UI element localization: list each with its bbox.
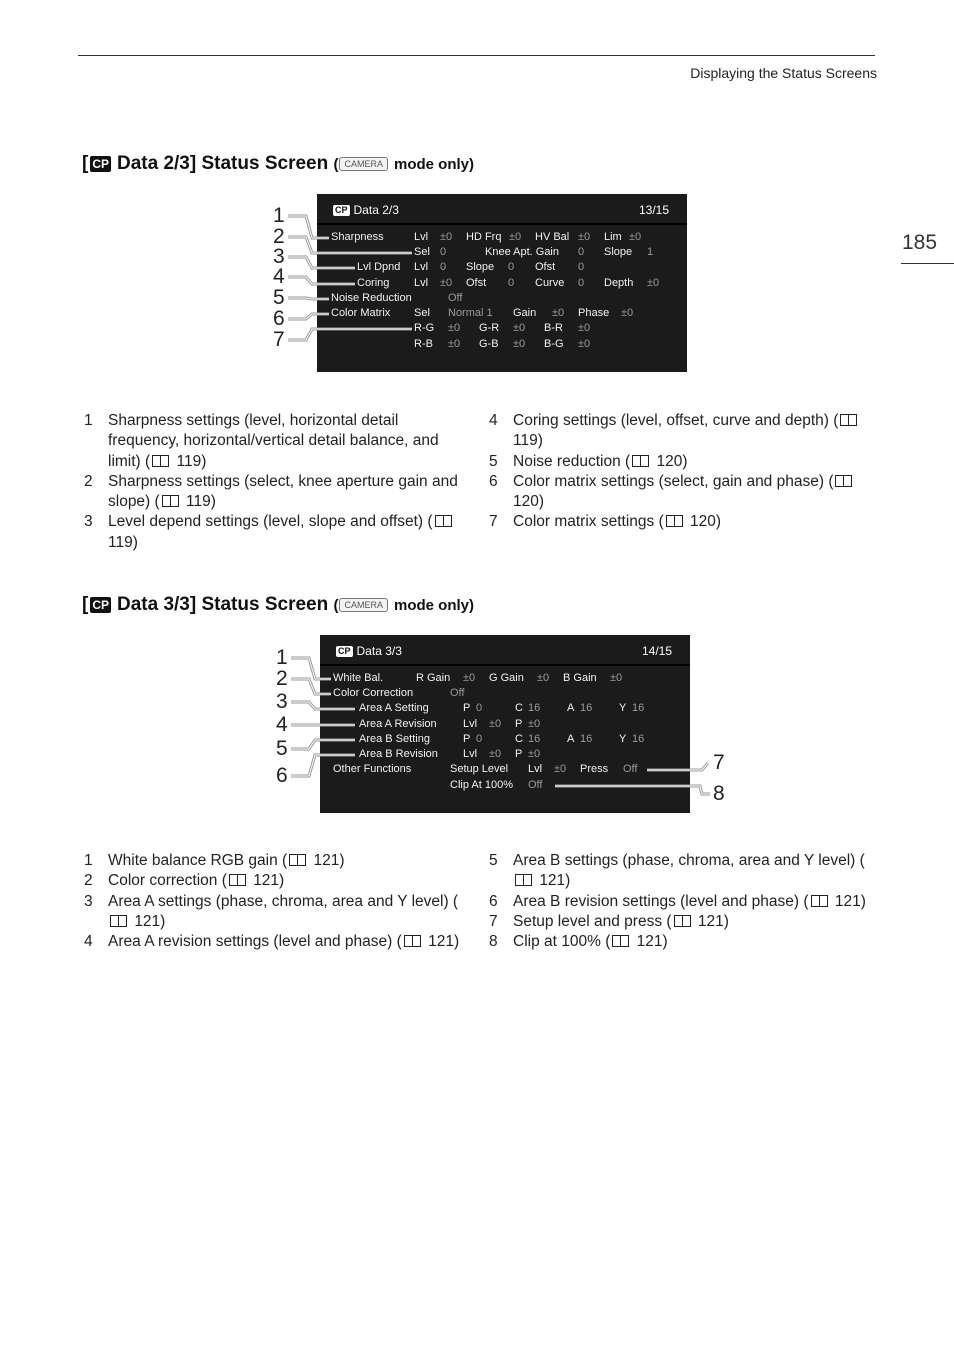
legend-description: Color correction ( [108, 872, 227, 890]
page-reference: 119) [186, 493, 216, 511]
custom-picture-icon: CP [335, 204, 348, 215]
book-reference-icon [666, 515, 683, 527]
legend-text [108, 472, 469, 513]
legend-description: Area A settings (phase, chroma, area and Y level) ( [108, 892, 459, 910]
setting-label: C [515, 733, 523, 745]
setting-label: Phase [578, 307, 610, 319]
page-reference: 121) [134, 912, 166, 930]
camera-mode-icon: CAMERA [339, 598, 388, 612]
callout-number: 2 [276, 667, 288, 690]
callout-number: 3 [276, 690, 288, 713]
legend-text [513, 912, 729, 932]
setting-label: R-B [414, 338, 433, 350]
setting-label: Color Correction [333, 687, 414, 699]
legend-number: 3 [84, 513, 93, 531]
screen-title-text: Data 3/3 [356, 644, 402, 658]
setting-label: A [567, 733, 575, 745]
bracket: [ [82, 594, 89, 615]
legend-text [108, 411, 469, 472]
setting-value: ±0 [513, 322, 526, 334]
setting-value: ±0 [513, 338, 526, 350]
setting-label: Coring [357, 277, 390, 289]
setting-label: B-R [544, 322, 563, 334]
legend-item [84, 871, 469, 891]
setting-value: Off [450, 687, 465, 699]
setting-label: Lvl [463, 718, 478, 730]
setting-value: 0 [508, 277, 515, 289]
legend-text [513, 892, 866, 912]
setting-value: ±0 [489, 718, 502, 730]
legend-right-1 [489, 411, 869, 533]
setting-value: ±0 [537, 672, 550, 684]
book-reference-icon [515, 874, 532, 886]
setting-value: Off [528, 779, 543, 791]
legend-description: Color matrix settings ( [513, 513, 664, 531]
setting-value: ±0 [629, 231, 642, 243]
legend-item [489, 851, 874, 892]
page-reference: 120) [690, 513, 722, 531]
setting-label: P [463, 733, 471, 745]
book-reference-icon [152, 455, 169, 467]
book-reference-icon [289, 854, 306, 866]
setting-label: Color Matrix [331, 307, 391, 319]
setting-value: 16 [580, 733, 593, 745]
paren: ( [333, 155, 339, 173]
legend-item [489, 912, 874, 932]
legend-number: 7 [489, 912, 498, 930]
legend-number: 1 [84, 412, 93, 429]
callout-number: 2 [273, 225, 285, 248]
setting-value: ±0 [552, 307, 565, 319]
legend-item [489, 512, 869, 532]
setting-value: 0 [508, 261, 515, 273]
page-reference: 121) [313, 852, 345, 869]
legend-description: White balance RGB gain ( [108, 852, 288, 869]
legend-text [108, 512, 469, 553]
legend-description: Color matrix settings (select, gain and phase) ( [513, 472, 834, 490]
legend-text [108, 871, 284, 891]
setting-label: G Gain [489, 672, 524, 684]
page-reference: 121) [834, 892, 866, 910]
setting-label: G-R [479, 322, 500, 334]
setting-label: B-G [544, 338, 564, 350]
mode-text: mode only) [394, 155, 475, 173]
page-reference: 121) [428, 933, 460, 951]
legend-text [108, 892, 469, 933]
setting-label: Lvl [463, 748, 478, 760]
status-screen-data-2-3 [317, 194, 687, 372]
setting-value: 0 [578, 246, 585, 258]
setting-value: 0 [578, 277, 585, 289]
book-reference-icon [835, 475, 852, 487]
setting-label: Area B Setting [359, 733, 430, 745]
page-reference: 121) [539, 872, 571, 890]
custom-picture-icon: CP [92, 157, 109, 171]
setting-value: ±0 [440, 231, 453, 243]
page-reference: 120) [513, 493, 545, 511]
setting-value: ±0 [463, 672, 476, 684]
setting-label: Clip At 100% [450, 779, 513, 791]
callout-number: 7 [273, 328, 285, 351]
setting-label: Sel [414, 307, 430, 319]
setting-label: HV Bal [535, 231, 570, 243]
screen-header [320, 635, 690, 666]
setting-value: 0 [476, 702, 483, 714]
legend-description: Coring settings (level, offset, curve and depth) ( [513, 412, 839, 429]
header-rule [78, 55, 875, 56]
legend-description: Area B revision settings (level and phase) ( [513, 892, 809, 910]
setting-value: ±0 [610, 672, 623, 684]
legend-left-2 [84, 851, 469, 952]
page-reference: 121) [697, 912, 729, 930]
legend-text [513, 411, 869, 452]
legend-item [84, 411, 469, 472]
callout-number: 6 [273, 307, 285, 330]
paren: ( [333, 596, 339, 614]
bracket: [ [82, 153, 89, 174]
setting-label: White Bal. [333, 672, 384, 684]
setting-label: P [515, 718, 523, 730]
screen-header [317, 194, 687, 225]
heading-text: Data 3/3] Status Screen [117, 594, 329, 615]
legend-item [84, 932, 469, 952]
legend-item [489, 932, 874, 952]
setting-value: ±0 [509, 231, 522, 243]
camera-mode-icon: CAMERA [339, 157, 388, 171]
legend-item [84, 512, 469, 553]
setting-value: Off [448, 292, 463, 304]
page-number-rule [901, 263, 954, 264]
legend-number: 4 [489, 412, 498, 429]
legend-description: Setup level and press ( [513, 912, 672, 930]
heading-text: Data 2/3] Status Screen [117, 153, 329, 174]
book-reference-icon [840, 414, 857, 426]
legend-text [513, 472, 869, 513]
setting-label: Ofst [466, 277, 487, 289]
book-reference-icon [110, 915, 127, 927]
setting-value: 16 [632, 702, 645, 714]
legend-number: 5 [489, 452, 498, 470]
setting-value: 0 [578, 261, 585, 273]
setting-label: Ofst [535, 261, 556, 273]
setting-label: Press [580, 763, 609, 775]
custom-picture-icon: CP [92, 598, 109, 612]
legend-description: Level depend settings (level, slope and offset) ( [108, 513, 433, 531]
callout-number: 6 [276, 764, 288, 787]
book-reference-icon [674, 915, 691, 927]
setting-label: Sharpness [331, 231, 384, 243]
legend-item [84, 892, 469, 933]
setting-value: ±0 [528, 748, 541, 760]
mode-text: mode only) [394, 596, 475, 614]
setting-label: G-B [479, 338, 499, 350]
section-heading-data-3-3 [82, 594, 474, 616]
setting-label: Lvl [528, 763, 543, 775]
legend-item [489, 452, 869, 472]
page-reference: 120) [656, 452, 688, 470]
screen-page-indicator: 13/15 [638, 203, 669, 217]
book-reference-icon [404, 935, 421, 947]
setting-value: 0 [440, 261, 447, 273]
callout-number: 5 [273, 286, 285, 309]
setting-value: ±0 [578, 231, 591, 243]
legend-text [513, 932, 668, 952]
legend-text [513, 851, 874, 892]
setting-label: Setup Level [450, 763, 509, 775]
callout-number: 1 [276, 646, 288, 669]
legend-text [108, 932, 459, 952]
setting-label: P [463, 702, 471, 714]
setting-label: Knee Apt. Gain [485, 246, 559, 258]
setting-value: ±0 [621, 307, 634, 319]
legend-description: Noise reduction ( [513, 452, 631, 470]
setting-value: ±0 [448, 338, 461, 350]
legend-item [489, 892, 874, 912]
setting-value: ±0 [440, 277, 453, 289]
book-reference-icon [229, 874, 246, 886]
setting-label: Area A Revision [359, 718, 437, 730]
legend-description: Area A revision settings (level and phase) ( [108, 933, 402, 951]
legend-right-2 [489, 851, 874, 952]
book-reference-icon [632, 455, 649, 467]
setting-value: Normal 1 [448, 307, 493, 319]
status-screen-data-3-3 [320, 635, 690, 813]
legend-description: Sharpness settings (level, horizontal detail frequency, horizontal/vertical detail balance, and limit) ( [108, 412, 439, 470]
setting-label: Y [619, 733, 627, 745]
book-reference-icon [162, 495, 179, 507]
setting-value: Off [623, 763, 638, 775]
setting-value: 16 [528, 702, 541, 714]
setting-value: ±0 [528, 718, 541, 730]
setting-label: Area A Setting [359, 702, 429, 714]
page-reference: 121) [636, 933, 668, 951]
setting-label: Sel [414, 246, 430, 258]
setting-label: Depth [604, 277, 634, 289]
setting-label: Gain [513, 307, 537, 319]
legend-number: 2 [84, 872, 93, 890]
setting-label: Lvl [414, 231, 429, 243]
setting-label: Lvl [414, 277, 429, 289]
legend-number: 5 [489, 852, 498, 869]
legend-item [84, 472, 469, 513]
setting-label: C [515, 702, 523, 714]
setting-value: 16 [632, 733, 645, 745]
setting-label: Lvl [414, 261, 429, 273]
legend-number: 6 [489, 472, 498, 490]
setting-label: B Gain [563, 672, 597, 684]
setting-label: R Gain [416, 672, 451, 684]
setting-value: 16 [580, 702, 593, 714]
callout-number: 4 [273, 265, 285, 288]
setting-value: 0 [440, 246, 447, 258]
callout-number: 5 [276, 737, 288, 760]
legend-number: 8 [489, 933, 498, 951]
callout-number: 4 [276, 713, 288, 736]
page-reference: 119) [108, 533, 138, 551]
legend-number: 2 [84, 472, 93, 490]
screen-title [336, 644, 402, 658]
screen-title-text: Data 2/3 [353, 203, 399, 217]
legend-text [108, 851, 345, 871]
setting-label: Noise Reduction [331, 292, 412, 304]
book-reference-icon [811, 895, 828, 907]
legend-text [513, 452, 688, 472]
setting-label: P [515, 748, 523, 760]
setting-value: ±0 [448, 322, 461, 334]
legend-item [489, 411, 869, 452]
legend-number: 1 [84, 852, 93, 869]
book-reference-icon [612, 935, 629, 947]
callout-number: 1 [273, 204, 285, 227]
screen-title [333, 203, 399, 217]
setting-label: Slope [604, 246, 633, 258]
setting-value: ±0 [489, 748, 502, 760]
legend-number: 6 [489, 892, 498, 910]
legend-description: Area B settings (phase, chroma, area and Y level) ( [513, 852, 865, 869]
legend-number: 4 [84, 933, 93, 951]
setting-label: A [567, 702, 575, 714]
page-number: 185 [902, 231, 938, 254]
setting-value: ±0 [578, 338, 591, 350]
legend-text [513, 512, 721, 532]
setting-label: Y [619, 702, 627, 714]
page-reference: 119) [513, 432, 543, 450]
legend-description: Clip at 100% ( [513, 933, 611, 951]
page-reference: 121) [253, 872, 285, 890]
book-reference-icon [435, 515, 452, 527]
setting-value: ±0 [554, 763, 567, 775]
legend-item [84, 851, 469, 871]
legend-left-1 [84, 411, 469, 553]
setting-label: HD Frq [466, 231, 502, 243]
screen-page-indicator: 14/15 [641, 644, 672, 658]
setting-value: 0 [476, 733, 483, 745]
setting-value: ±0 [647, 277, 660, 289]
callout-number: 7 [713, 751, 725, 774]
custom-picture-icon: CP [338, 645, 351, 656]
legend-description: Sharpness settings (select, knee aperture gain and slope) ( [108, 472, 458, 511]
setting-value: 16 [528, 733, 541, 745]
legend-number: 3 [84, 892, 93, 910]
setting-label: Lvl Dpnd [357, 261, 401, 273]
setting-value: 1 [647, 246, 654, 258]
legend-number: 7 [489, 513, 498, 531]
setting-label: Curve [535, 277, 565, 289]
setting-label: Lim [604, 231, 622, 243]
callout-number: 8 [713, 782, 725, 805]
callout-number: 3 [273, 245, 285, 268]
setting-label: Slope [466, 261, 495, 273]
legend-item [489, 472, 869, 513]
running-title: Displaying the Status Screens [690, 65, 877, 81]
section-heading-data-2-3 [82, 153, 474, 175]
setting-label: R-G [414, 322, 435, 334]
page-reference: 119) [176, 452, 207, 470]
setting-value: ±0 [578, 322, 591, 334]
setting-label: Area B Revision [359, 748, 438, 760]
setting-label: Other Functions [333, 763, 412, 775]
